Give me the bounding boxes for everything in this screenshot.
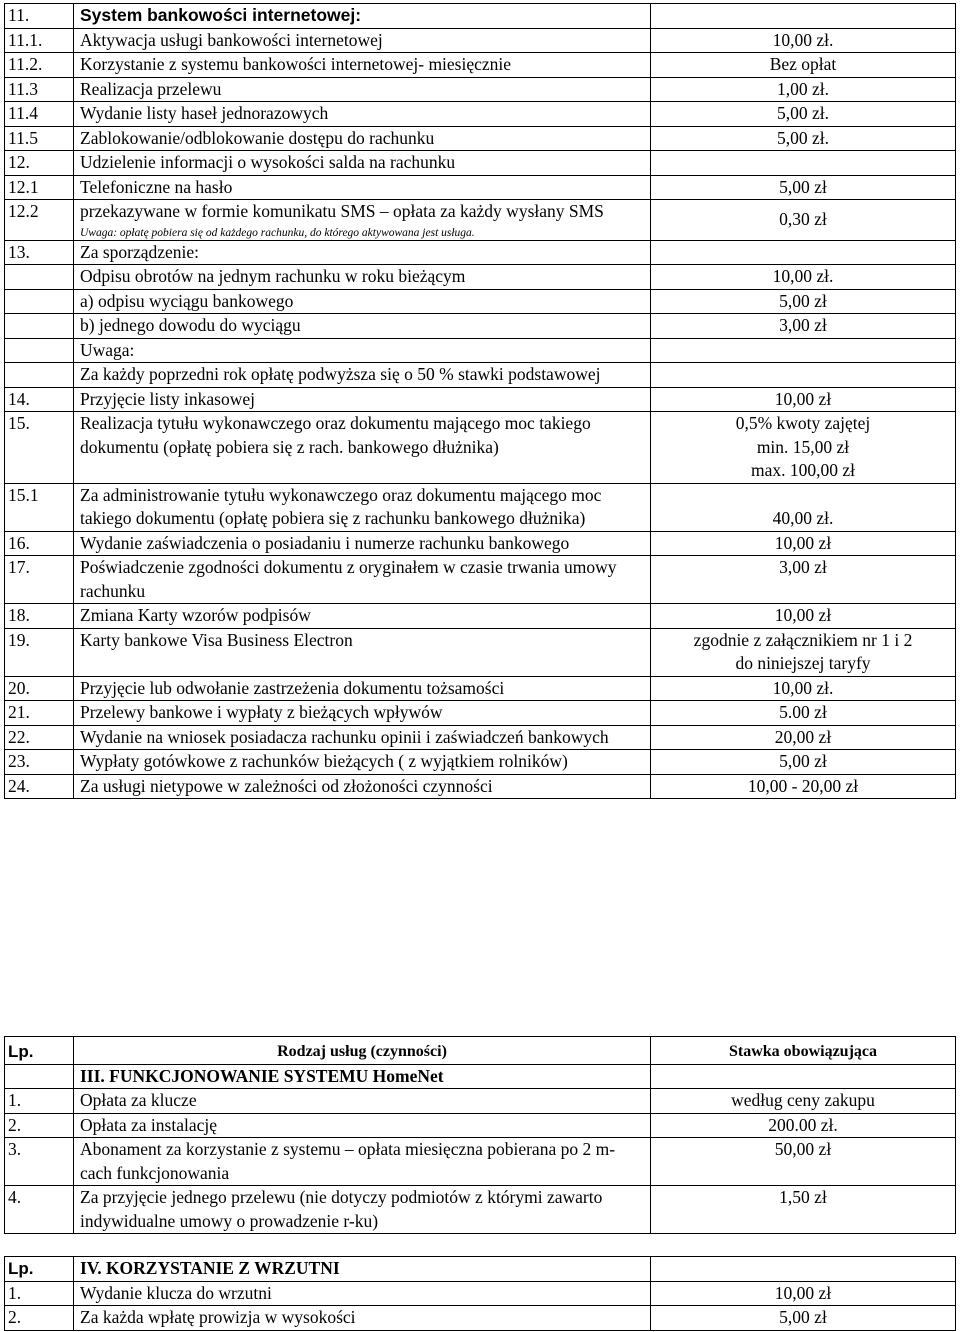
row-price xyxy=(651,363,956,388)
row-number: 20. xyxy=(5,676,74,701)
table-row xyxy=(5,1281,956,1306)
table-row xyxy=(5,604,956,629)
table-row xyxy=(5,750,956,775)
table-row xyxy=(5,531,956,556)
row-price xyxy=(651,4,956,29)
row-service xyxy=(74,175,651,200)
row-number: 2. xyxy=(5,1306,74,1331)
service-text: Odpisu obrotów na jednym rachunku w roku bieżącym xyxy=(80,266,466,286)
row-service xyxy=(74,265,651,290)
price-line: 0,5% kwoty zajętej xyxy=(735,413,871,433)
row-number xyxy=(5,289,74,314)
service-text: b) jednego dowodu do wyciągu xyxy=(80,315,301,335)
row-number xyxy=(5,363,74,388)
row-price: 10,00 zł xyxy=(651,604,956,629)
service-text: Korzystanie z systemu bankowości internetowej- miesięcznie xyxy=(80,54,512,74)
row-price: 40,00 zł. xyxy=(651,483,956,531)
price-line: do niniejszej taryfy xyxy=(735,653,871,673)
row-service xyxy=(74,200,651,241)
row-number: 11.2. xyxy=(5,53,74,78)
row-price xyxy=(651,628,956,676)
row-price: 10,00 zł. xyxy=(651,676,956,701)
table-row xyxy=(5,53,956,78)
row-number xyxy=(5,338,74,363)
row-service xyxy=(74,483,651,531)
service-text: Karty bankowe Visa Business Electron xyxy=(80,629,353,650)
row-price: 10,00 zł. xyxy=(651,28,956,53)
service-text: Wydanie klucza do wrzutni xyxy=(80,1282,272,1303)
row-number xyxy=(5,314,74,339)
table-row xyxy=(5,289,956,314)
row-number: 16. xyxy=(5,531,74,556)
table-row xyxy=(5,4,956,29)
table-row xyxy=(5,556,956,604)
row-number: 21. xyxy=(5,701,74,726)
row-price: 10,00 zł. xyxy=(651,265,956,290)
row-number: 1. xyxy=(5,1281,74,1306)
row-number: 17. xyxy=(5,556,74,604)
table-row xyxy=(5,774,956,799)
row-number: 2. xyxy=(5,1113,74,1138)
table-row xyxy=(5,412,956,484)
table-row xyxy=(5,314,956,339)
row-price: 10,00 zł xyxy=(651,531,956,556)
row-service xyxy=(74,28,651,53)
price-line: zgodnie z załącznikiem nr 1 i 2 xyxy=(693,629,913,650)
table-row xyxy=(5,483,956,531)
row-service xyxy=(74,628,651,676)
row-number: 19. xyxy=(5,628,74,676)
service-text: Uwaga: xyxy=(80,339,135,360)
service-text: Aktywacja usługi bankowości internetowej xyxy=(80,29,383,50)
service-text: przekazywane w formie komunikatu SMS – opłata za każdy wysłany SMS xyxy=(80,201,604,221)
service-text: Abonament za korzystanie z systemu – opłata miesięczna pobierana po 2 m-cach funkcjonowania xyxy=(80,1139,616,1183)
row-service xyxy=(74,77,651,102)
table-header-row xyxy=(5,1037,956,1065)
row-service xyxy=(74,387,651,412)
row-number: 22. xyxy=(5,725,74,750)
row-service xyxy=(74,240,651,265)
row-number: 15. xyxy=(5,412,74,484)
row-number: 1. xyxy=(5,1089,74,1114)
row-service xyxy=(74,53,651,78)
row-price: 10,00 - 20,00 zł xyxy=(651,774,956,799)
header-lp: Lp. xyxy=(5,1037,74,1065)
table-row xyxy=(5,1113,956,1138)
table-row xyxy=(5,1186,956,1234)
service-text: Za sporządzenie: xyxy=(80,241,200,262)
service-text: Przelewy bankowe i wypłaty z bieżących wpływów xyxy=(80,702,443,722)
row-number: 14. xyxy=(5,387,74,412)
row-service xyxy=(74,338,651,363)
row-number: 12. xyxy=(5,151,74,176)
row-price xyxy=(651,151,956,176)
row-service xyxy=(74,126,651,151)
row-price: 10,00 zł xyxy=(651,1281,956,1306)
row-number: 11.4 xyxy=(5,102,74,127)
row-price: 50,00 zł xyxy=(651,1138,956,1186)
service-text: Realizacja przelewu xyxy=(80,78,222,99)
row-service xyxy=(74,701,651,726)
row-price: 20,00 zł xyxy=(651,725,956,750)
row-number: 11.3 xyxy=(5,77,74,102)
row-service xyxy=(74,1089,651,1114)
row-price: 5,00 zł xyxy=(651,750,956,775)
row-price: 1,50 zł xyxy=(651,1186,956,1234)
service-note: Uwaga: opłatę pobiera się od każdego rachunku, do którego aktywowana jest usługa. xyxy=(80,226,475,239)
row-number: 18. xyxy=(5,604,74,629)
table-row xyxy=(5,1306,956,1331)
service-text: Przyjęcie lub odwołanie zastrzeżenia dokumentu tożsamości xyxy=(80,677,505,698)
row-price: 5,00 zł. xyxy=(651,102,956,127)
row-number: 13. xyxy=(5,240,74,265)
service-text: Za każda wpłatę prowizja w wysokości xyxy=(80,1307,356,1327)
section-title: IV. KORZYSTANIE Z WRZUTNI xyxy=(74,1257,651,1282)
service-text: Za usługi nietypowe w zależności od złożoności czynności xyxy=(80,775,493,796)
row-service xyxy=(74,289,651,314)
row-service xyxy=(74,1113,651,1138)
row-service xyxy=(74,750,651,775)
row-service xyxy=(74,556,651,604)
row-service xyxy=(74,725,651,750)
service-text: Opłata za klucze xyxy=(80,1090,197,1110)
row-price: 5,00 zł xyxy=(651,1306,956,1331)
row-number: 3. xyxy=(5,1138,74,1186)
row-number xyxy=(5,265,74,290)
table-row xyxy=(5,240,956,265)
row-service xyxy=(74,363,651,388)
table-row xyxy=(5,725,956,750)
table-row xyxy=(5,701,956,726)
service-text: Wydanie na wniosek posiadacza rachunku opinii i zaświadczeń bankowych xyxy=(80,726,609,747)
row-service xyxy=(74,676,651,701)
row-number: 11. xyxy=(5,4,74,29)
row-price: 3,00 zł xyxy=(651,556,956,604)
service-text: Poświadczenie zgodności dokumentu z oryginałem w czasie trwania umowy rachunku xyxy=(80,557,617,601)
fee-table-main xyxy=(4,3,956,799)
table-row xyxy=(5,28,956,53)
row-price: 5,00 zł xyxy=(651,175,956,200)
service-text: Wydanie zaświadczenia o posiadaniu i numerze rachunku bankowego xyxy=(80,532,570,553)
row-service xyxy=(74,1306,651,1331)
row-price: 0,30 zł xyxy=(651,200,956,241)
fee-table-homenet xyxy=(4,1036,956,1234)
service-text: Za każdy poprzedni rok opłatę podwyższa się o 50 % stawki podstawowej xyxy=(80,364,601,384)
row-number: 12.1 xyxy=(5,175,74,200)
row-price: 5,00 zł xyxy=(651,289,956,314)
table-row xyxy=(5,151,956,176)
row-service xyxy=(74,531,651,556)
row-price xyxy=(651,338,956,363)
row-service xyxy=(74,774,651,799)
table-row xyxy=(5,1089,956,1114)
table-row xyxy=(5,265,956,290)
service-text: Zmiana Karty wzorów podpisów xyxy=(80,605,311,625)
price-line: min. 15,00 zł xyxy=(756,436,850,457)
row-price: 10,00 zł xyxy=(651,387,956,412)
service-text: Zablokowanie/odblokowanie dostępu do rachunku xyxy=(80,127,435,148)
table-row xyxy=(5,628,956,676)
row-price: 5.00 zł xyxy=(651,701,956,726)
row-price: 1,00 zł. xyxy=(651,77,956,102)
row-service xyxy=(74,4,651,29)
service-text: Wydanie listy haseł jednorazowych xyxy=(80,103,329,123)
service-text: Telefoniczne na hasło xyxy=(80,176,233,197)
row-price: według ceny zakupu xyxy=(651,1089,956,1114)
row-number: 24. xyxy=(5,774,74,799)
table-header-row xyxy=(5,1257,956,1282)
table-row xyxy=(5,387,956,412)
row-service xyxy=(74,1138,651,1186)
row-price xyxy=(651,240,956,265)
section-title: III. FUNKCJONOWANIE SYSTEMU HomeNet xyxy=(74,1064,651,1089)
row-service xyxy=(74,102,651,127)
row-number: 15.1 xyxy=(5,483,74,531)
row-number: 11.5 xyxy=(5,126,74,151)
fee-table-wrzutnia xyxy=(4,1256,956,1331)
header-lp: Lp. xyxy=(5,1257,74,1282)
row-price: Bez opłat xyxy=(651,53,956,78)
row-service xyxy=(74,412,651,484)
service-text: Za administrowanie tytułu wykonawczego oraz dokumentu mającego moc takiego dokumentu (opłatę pobiera się z rachunku bankowego dłużnika) xyxy=(80,484,602,528)
table-row xyxy=(5,338,956,363)
row-price: 3,00 zł xyxy=(651,314,956,339)
header-price: Stawka obowiązująca xyxy=(651,1037,956,1065)
service-text: System bankowości internetowej: xyxy=(80,5,362,25)
table-row xyxy=(5,1138,956,1186)
row-number: 4. xyxy=(5,1186,74,1234)
row-service xyxy=(74,314,651,339)
service-text: Realizacja tytułu wykonawczego oraz dokumentu mającego moc takiego dokumentu (opłatę pobiera się z rach. bankowego dłużnika) xyxy=(80,413,591,457)
table-row xyxy=(5,676,956,701)
service-text: Udzielenie informacji o wysokości salda na rachunku xyxy=(80,152,456,172)
table-row xyxy=(5,175,956,200)
header-service: Rodzaj usług (czynności) xyxy=(74,1037,651,1065)
table-row xyxy=(5,77,956,102)
row-price: 5,00 zł. xyxy=(651,126,956,151)
service-text: Opłata za instalację xyxy=(80,1114,218,1135)
table-row xyxy=(5,126,956,151)
row-number: 11.1. xyxy=(5,28,74,53)
section-row xyxy=(5,1064,956,1089)
table-row xyxy=(5,363,956,388)
row-price xyxy=(651,412,956,484)
row-service xyxy=(74,151,651,176)
table-row xyxy=(5,200,956,241)
table-row xyxy=(5,102,956,127)
row-service xyxy=(74,1281,651,1306)
row-number: 23. xyxy=(5,750,74,775)
price-line: max. 100,00 zł xyxy=(750,460,855,480)
row-service xyxy=(74,604,651,629)
service-text: Przyjęcie listy inkasowej xyxy=(80,388,255,409)
row-number: 12.2 xyxy=(5,200,74,241)
row-service xyxy=(74,1186,651,1234)
row-price: 200.00 zł. xyxy=(651,1113,956,1138)
service-text: Wypłaty gotówkowe z rachunków bieżących ( z wyjątkiem rolników) xyxy=(80,751,568,771)
service-text: a) odpisu wyciągu bankowego xyxy=(80,290,294,311)
service-text: Za przyjęcie jednego przelewu (nie dotyczy podmiotów z którymi zawarto indywidualne umowy o prowadzenie r-ku) xyxy=(80,1187,603,1231)
